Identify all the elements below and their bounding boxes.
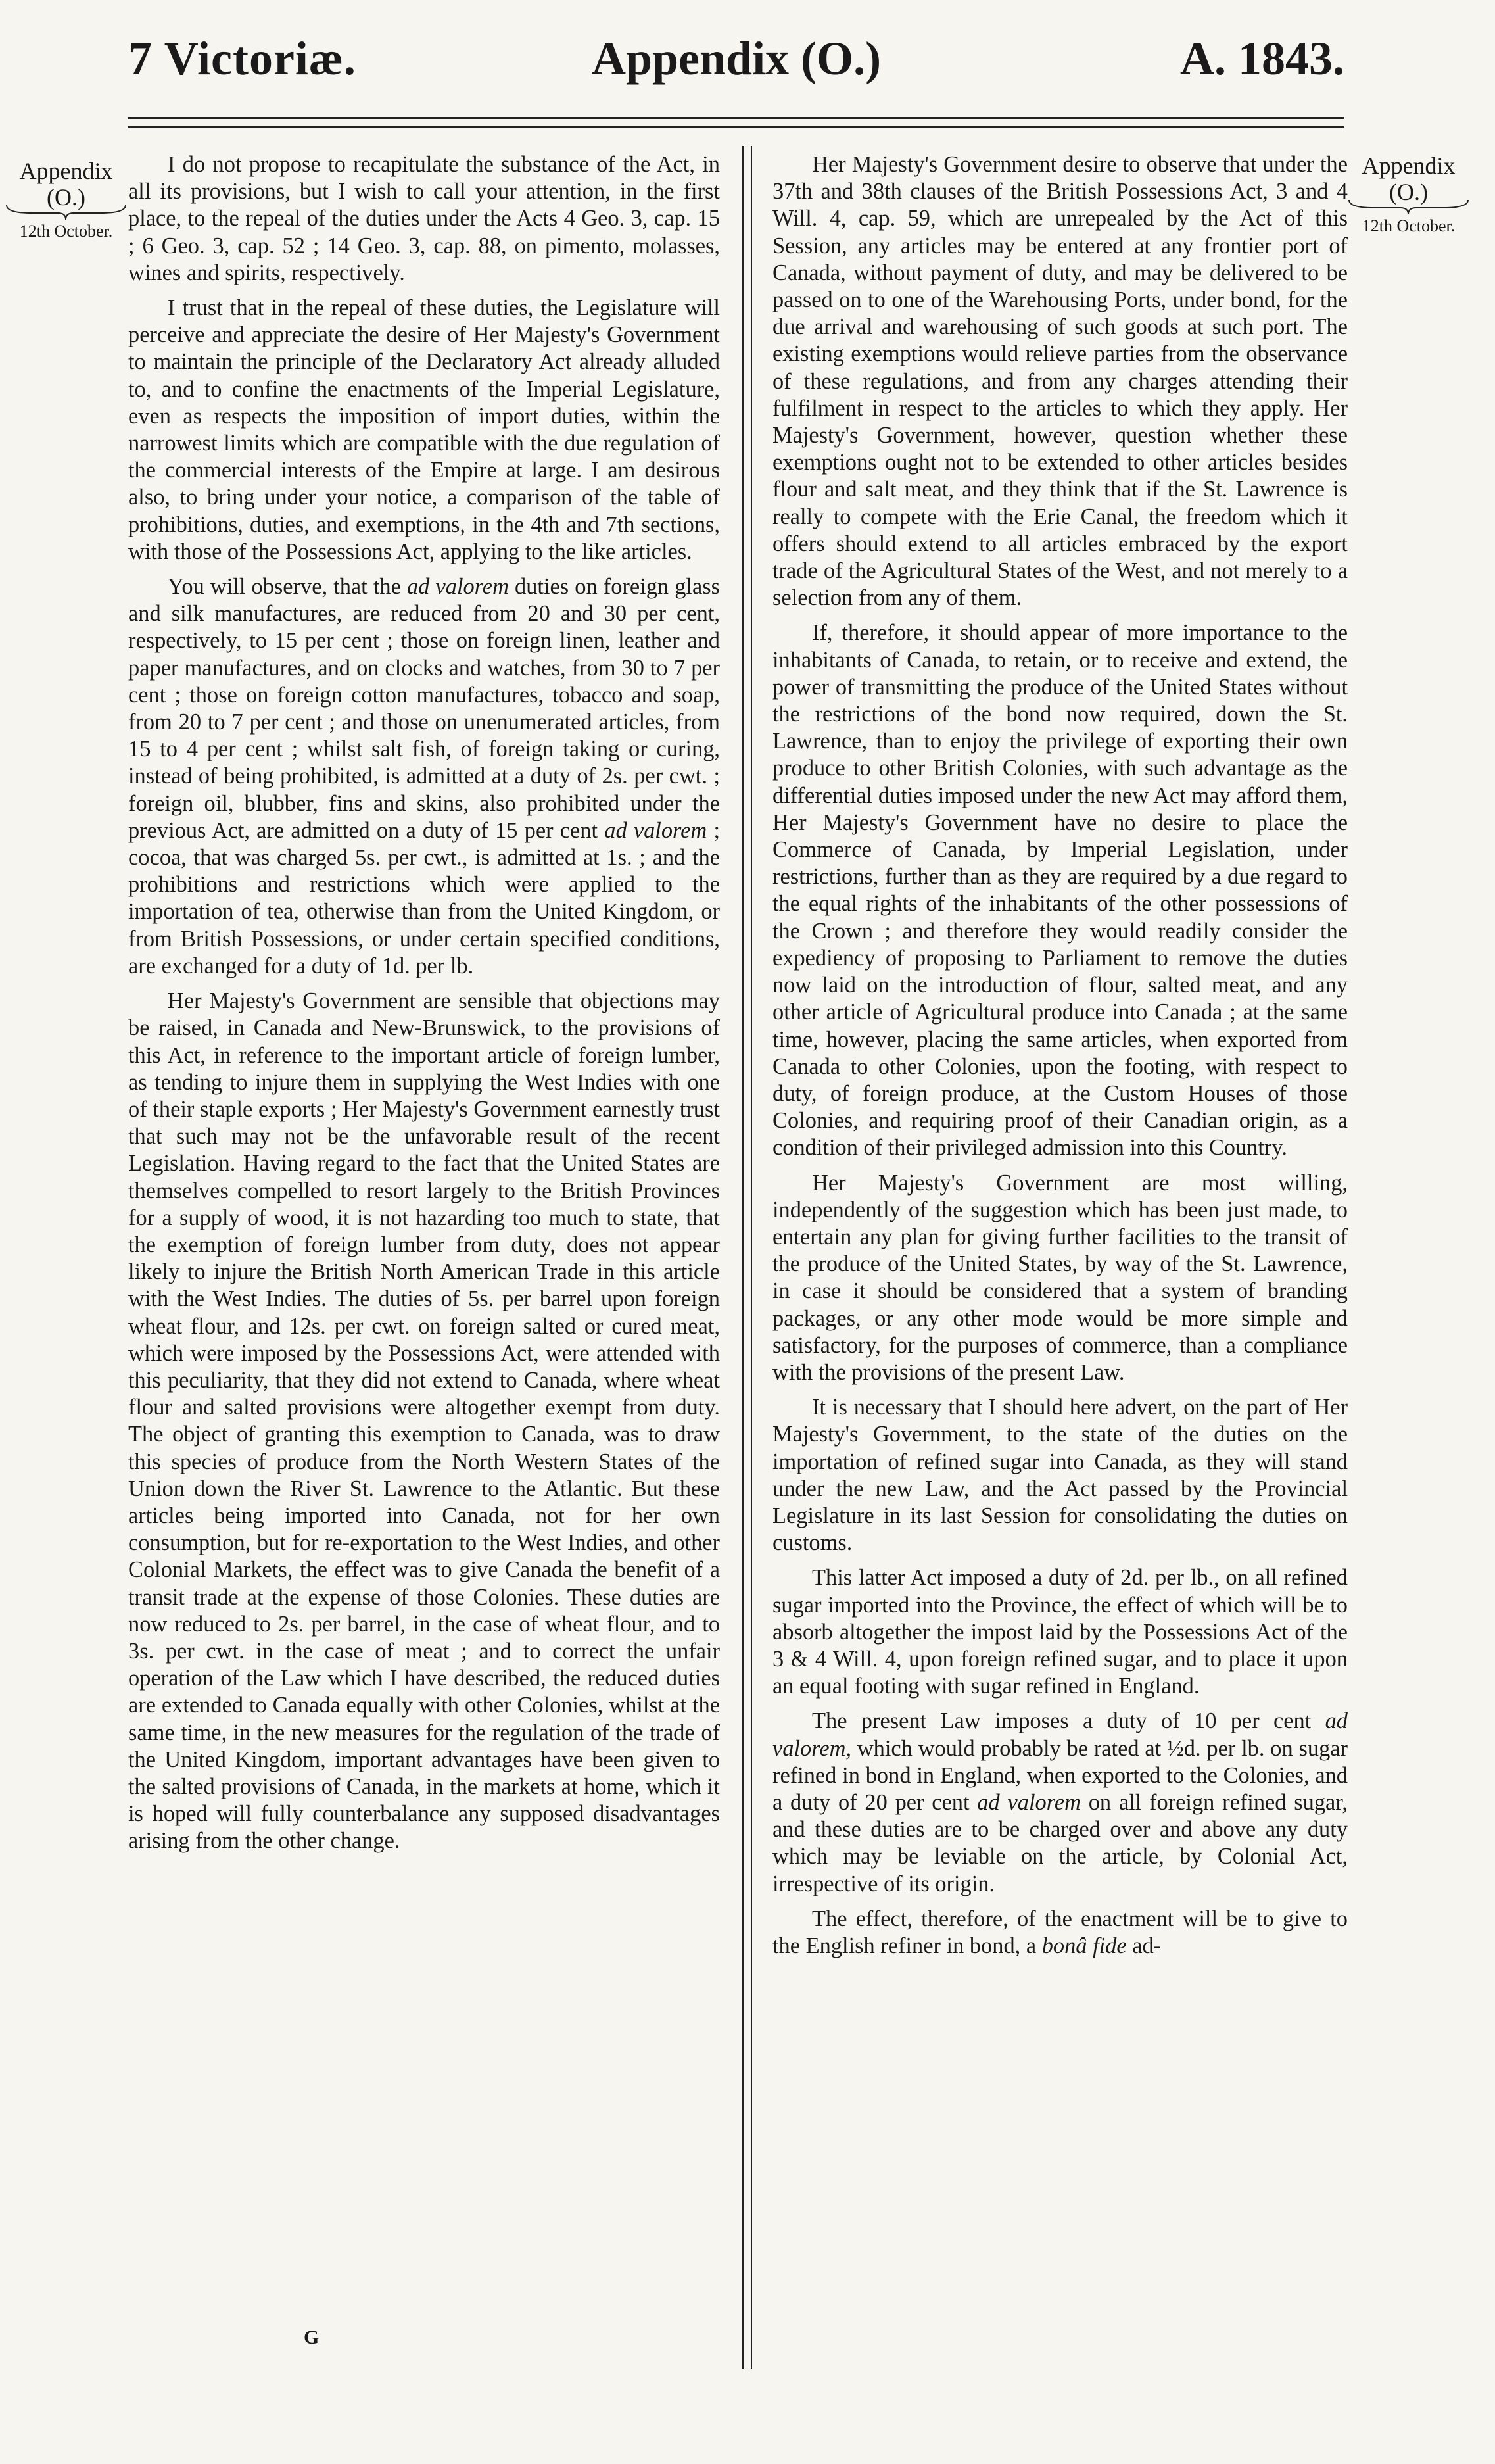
left-margin-date: 12th October. — [19, 222, 113, 241]
paragraph: Her Majesty's Government are sensible that objections may be raised, in Canada and New-Brunswick, to the provisions of this Act, in reference to the important article of foreign lumber, as tending to injure them in supplying the West Indies with one of their staple exports ; Her Majesty's Government earnestly trust that such may not be the unfavorable result of the recent Legislation. Having regard to the fact that the United States are themselves compelled to resort largely to the British Provinces for a supply of wood, it is not hazarding too much to state, that the exemption of foreign lumber from duty, does not appear likely to injure the British North American Trade in this article with the West Indies. The duties of 5s. per barrel upon foreign wheat flour, and 12s. per cwt. on foreign salted or cured meat, which were imposed by the Possessions Act, were attended with this peculiarity, that they did not extend to Canada, where wheat flour and salted provisions were altogether exempt from duty. The object of granting this exemption to Canada, was to draw this species of produce from the North Western States of the Union down the River St. Lawrence to the Atlantic. But these articles being imported into Canada, not for her own consumption, but for re-exportation to the West Indies, and other Colonial Markets, the effect was to give Canada the benefit of a transit trade at the expense of those Colonies. These duties are now reduced to 2s. per barrel, in the case of wheat flour, and to 3s. per cwt. in the case of meat ; and to correct the unfair operation of the Law which I have described, the reduced duties are extended to Canada equally with other Colonies, whilst at the same time, in the new measures for the regulation of the trade of the United Kingdom, important advantages have been given to the salted provisions of Canada, in the markets at home, which it is hoped will fully counterbalance any supposed disadvantages arising from the other change. — [128, 988, 720, 1854]
header-rule-top — [128, 117, 1344, 119]
left-margin-brace — [5, 203, 127, 222]
paragraph: The present Law imposes a duty of 10 per cent ad valorem, which would probably be rated at ½d. per lb. on sugar refined in bond in England, when exported to the Colonies, and a duty of 20 per cent ad valorem on all foreign refined sugar, and these duties are to be charged over and above any duty which may be leviable on the article, by Colonial Act, irrespective of its origin. — [772, 1708, 1348, 1896]
header-rule-bottom — [128, 126, 1344, 128]
paragraph: It is necessary that I should here advert, on the part of Her Majesty's Government, to the state of the duties on the importation of refined sugar into Canada, as they will stand under the new Law, and the Act passed by the Provincial Legislature in its last Session for consolidating the duties on customs. — [772, 1395, 1348, 1556]
right-margin-note — [1348, 153, 1469, 235]
left-text-column — [128, 151, 720, 1863]
right-margin-sub: (O.) — [1389, 179, 1428, 205]
paragraph: If, therefore, it should appear of more importance to the inhabitants of Canada, to retain, or to receive and extend, the power of transmitting the produce of the United States without the restrictions of the bond now required, down the St. Lawrence, than to enjoy the privilege of exporting their own produce to other British Colonies, with such advantage as the differential duties imposed under the new Act may afford them, Her Majesty's Government have no desire to place the Commerce of Canada, by Imperial Legislation, under restrictions, further than as they are required by a due regard to the equal rights of the inhabitants of the other possessions of the Crown ; and therefore they would readily consider the expediency of proposing to Parliament to remove the duties now laid on the introduction of flour, salted meat, and any other article of Agricultural produce into Canada ; at the same time, however, placing the same articles, when exported from Canada to other Colonies, upon the footing, with respect to duty, of foreign produce, at the Custom Houses of those Colonies, and requiring proof of their Canadian origin, as a condition of their privileged admission into this Country. — [772, 620, 1348, 1161]
page-header — [128, 25, 1344, 91]
paragraph: You will observe, that the ad valorem duties on foreign glass and silk manufactures, are reduced from 20 and 30 per cent, respectively, to 15 per cent ; those on foreign linen, leather and paper manufactures, and on clocks and watches, from 30 to 7 per cent ; those on foreign cotton manufactures, tobacco and soap, from 20 to 7 per cent ; and those on unenumerated articles, from 15 to 4 per cent ; whilst salt fish, of foreign taking or curing, instead of being prohibited, is admitted at a duty of 2s. per cwt. ; foreign oil, blubber, fins and skins, also prohibited under the previous Act, are admitted on a duty of 15 per cent ad valorem ; cocoa, that was charged 5s. per cwt., is admitted at 1s. ; and the prohibitions and restrictions which were applied to the importation of tea, otherwise than from the United Kingdom, or from British Possessions, or under certain specified conditions, are exchanged for a duty of 1d. per lb. — [128, 574, 720, 978]
left-margin-note — [5, 158, 127, 241]
left-margin-title: Appendix — [19, 158, 113, 184]
paragraph: This latter Act imposed a duty of 2d. per lb., on all refined sugar imported into the Province, the effect of which will be to absorb altogether the impost laid by the Possessions Act of the 3 & 4 Will. 4, upon foreign refined sugar, and to place it upon an equal footing with sugar refined in England. — [772, 1565, 1348, 1699]
column-divider — [751, 146, 752, 2369]
signature-mark: G — [304, 2327, 320, 2348]
paragraph: Her Majesty's Government are most willing, independently of the suggestion which has been just made, to entertain any plan for giving further facilities to the transit of the produce of the United States, by way of the St. Lawrence, in case it should be considered that a system of branding packages, or any other mode would be more simple and satisfactory, for the purposes of commerce, than a compliance with the provisions of the present Law. — [772, 1170, 1348, 1385]
left-margin-sub: (O.) — [47, 184, 85, 210]
right-text-column — [772, 151, 1348, 1968]
header-appendix-title: Appendix (O.) — [591, 32, 882, 85]
paragraph: I trust that in the repeal of these duties, the Legislature will perceive and appreciate the desire of Her Majesty's Government to maintain the principle of the Declaratory Act already alluded to, and to confine the enactments of the Imperial Legislature, even as respects the imposition of import duties, within the narrowest limits which are compatible with the due regulation of the commercial interests of the Empire at large. I am desirous also, to bring under your notice, a comparison of the table of prohibitions, duties, and exemptions, in the 4th and 7th sections, with those of the Possessions Act, applying to the like articles. — [128, 295, 720, 564]
column-divider — [742, 146, 744, 2369]
header-reign: 7 Victoriæ. — [128, 32, 356, 85]
right-margin-brace — [1348, 197, 1469, 217]
header-year: A. 1843. — [1180, 32, 1344, 85]
paragraph: The effect, therefore, of the enactment will be to give to the English refiner in bond, a bonâ fide ad- — [772, 1906, 1348, 1958]
paragraph: I do not propose to recapitulate the substance of the Act, in all its provisions, but I wish to call your attention, in the first place, to the repeal of the duties under the Acts 4 Geo. 3, cap. 15 ; 6 Geo. 3, cap. 52 ; 14 Geo. 3, cap. 88, on pimento, molasses, wines and spirits, respectively. — [128, 152, 720, 285]
paragraph: Her Majesty's Government desire to observe that under the 37th and 38th clauses of the British Possessions Act, 3 and 4 Will. 4, cap. 59, which are unrepealed by the Act of this Session, any articles may be entered at any frontier port of Canada, without payment of duty, and may be delivered to be passed on to one of the Warehousing Ports, under bond, for the due arrival and warehousing of such goods at such port. The existing exemptions would relieve parties from the observance of these regulations, and from any charges attending their fulfilment in respect to the articles to which they apply. Her Majesty's Government, however, question whether these exemptions ought not to be extended to other articles besides flour and salt meat, and they think that if the St. Lawrence is really to compete with the Erie Canal, the freedom which it offers should extend to all articles embraced by the export trade of the Agricultural States of the West, and not merely to a selection from any of them. — [772, 152, 1348, 611]
right-margin-title: Appendix — [1362, 153, 1456, 179]
right-margin-date: 12th October. — [1362, 216, 1456, 235]
